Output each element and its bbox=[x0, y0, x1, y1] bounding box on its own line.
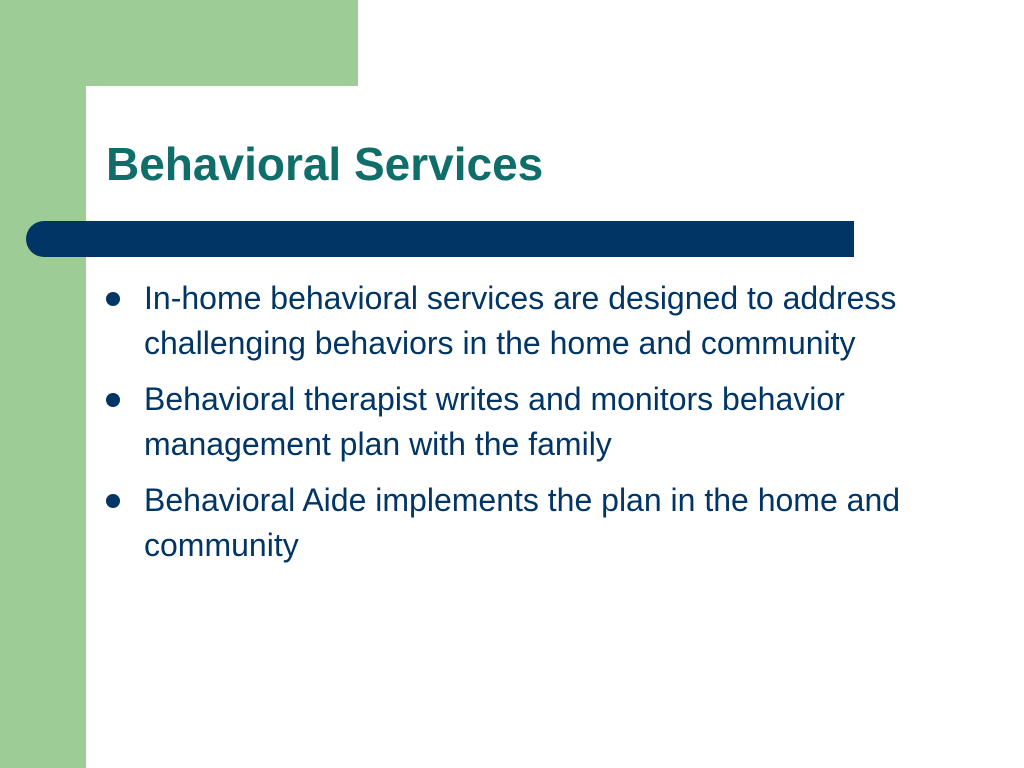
bullet-item bbox=[106, 377, 956, 467]
bullet-text: Behavioral therapist writes and monitors behavior management plan with the family bbox=[144, 381, 845, 462]
green-band-left bbox=[0, 0, 86, 768]
slide-title: Behavioral Services bbox=[106, 138, 544, 190]
title-underline-bar bbox=[26, 221, 854, 257]
bullet-dot-icon bbox=[106, 494, 120, 508]
bullet-list bbox=[106, 276, 956, 579]
bullet-dot-icon bbox=[106, 292, 120, 306]
bullet-dot-icon bbox=[106, 393, 120, 407]
bullet-item bbox=[106, 478, 956, 568]
bullet-item bbox=[106, 276, 956, 366]
bullet-text: Behavioral Aide implements the plan in the home and community bbox=[144, 482, 901, 563]
bullet-text: In-home behavioral services are designed to address challenging behaviors in the home and community bbox=[144, 280, 897, 361]
